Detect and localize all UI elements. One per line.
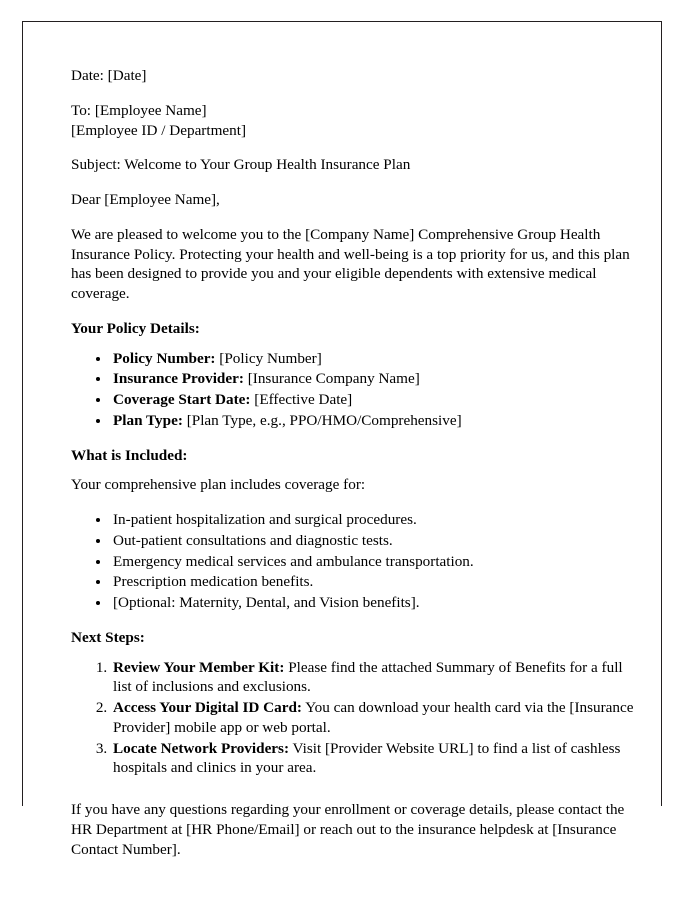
list-item: • In-patient hospitalization and surgical procedures.	[111, 510, 637, 530]
salutation: Dear [Employee Name],	[71, 191, 220, 208]
policy-detail-label: Insurance Provider:	[113, 370, 244, 388]
next-step-value: You can download your health card via the [Insurance Provider] mobile app or web portal.	[113, 699, 634, 736]
policy-detail-label: Coverage Start Date:	[113, 391, 251, 408]
list-item: • Emergency medical services and ambulance transportation.	[111, 552, 637, 572]
next-step-value: Visit [Provider Website URL] to find a list of cashless hospitals and clinics in your area.	[113, 739, 621, 777]
list-item	[111, 411, 637, 431]
document-body	[71, 66, 637, 874]
document-page	[22, 21, 662, 858]
list-item: • Out-patient consultations and diagnostic tests.	[111, 531, 637, 551]
recipient-block	[71, 101, 637, 141]
policy-details-heading: Your Policy Details:	[71, 319, 200, 337]
policy-details-list	[71, 349, 637, 431]
subject-line: Subject: Welcome to Your Group Health Insurance Plan	[71, 156, 411, 174]
employee-id-line: [Employee ID / Department]	[71, 121, 247, 139]
next-step-label: Locate Network Providers:	[113, 739, 290, 757]
policy-detail-value: [Effective Date]	[250, 391, 353, 408]
next-step-label: Review Your Member Kit:	[113, 658, 285, 676]
list-item	[111, 390, 637, 410]
policy-detail-value: [Plan Type, e.g., PPO/HMO/Comprehensive]	[182, 411, 462, 429]
list-item: • Prescription medication benefits.	[111, 572, 637, 592]
list-item	[111, 369, 637, 389]
policy-detail-value: [Policy Number]	[215, 349, 322, 367]
next-steps-list	[71, 658, 637, 779]
policy-detail-label: Policy Number:	[113, 349, 216, 367]
next-steps-heading: Next Steps:	[71, 628, 145, 646]
closing-spacer	[71, 793, 637, 800]
list-item	[111, 698, 637, 738]
to-line: To: [Employee Name]	[71, 101, 207, 119]
next-step-value: Please find the attached Summary of Benefits for a full list of inclusions and exclusions.	[113, 658, 623, 696]
policy-detail-value: [Insurance Company Name]	[243, 370, 420, 388]
list-item	[111, 349, 637, 369]
date-line: Date: [Date]	[71, 67, 147, 84]
included-heading: What is Included:	[71, 446, 188, 464]
next-step-label: Access Your Digital ID Card:	[113, 699, 302, 716]
closing-paragraph: If you have any questions regarding your enrollment or coverage details, please contact the HR Department at [HR Phone/Email] or reach out to the insurance helpdesk at [Insurance Contact Number].	[71, 801, 625, 858]
included-list	[71, 510, 637, 613]
list-item	[111, 658, 637, 698]
list-item: • [Optional: Maternity, Dental, and Vision benefits].	[111, 593, 637, 613]
included-intro: Your comprehensive plan includes coverage for:	[71, 476, 366, 494]
policy-detail-label: Plan Type:	[113, 411, 183, 429]
list-item	[111, 739, 637, 779]
intro-paragraph: We are pleased to welcome you to the [Company Name] Comprehensive Group Health Insurance Policy. Protecting your health and well-being is a top priority for us, and this plan has been designed to provide you and your eligible dependents with extensive medical coverage.	[71, 225, 630, 302]
